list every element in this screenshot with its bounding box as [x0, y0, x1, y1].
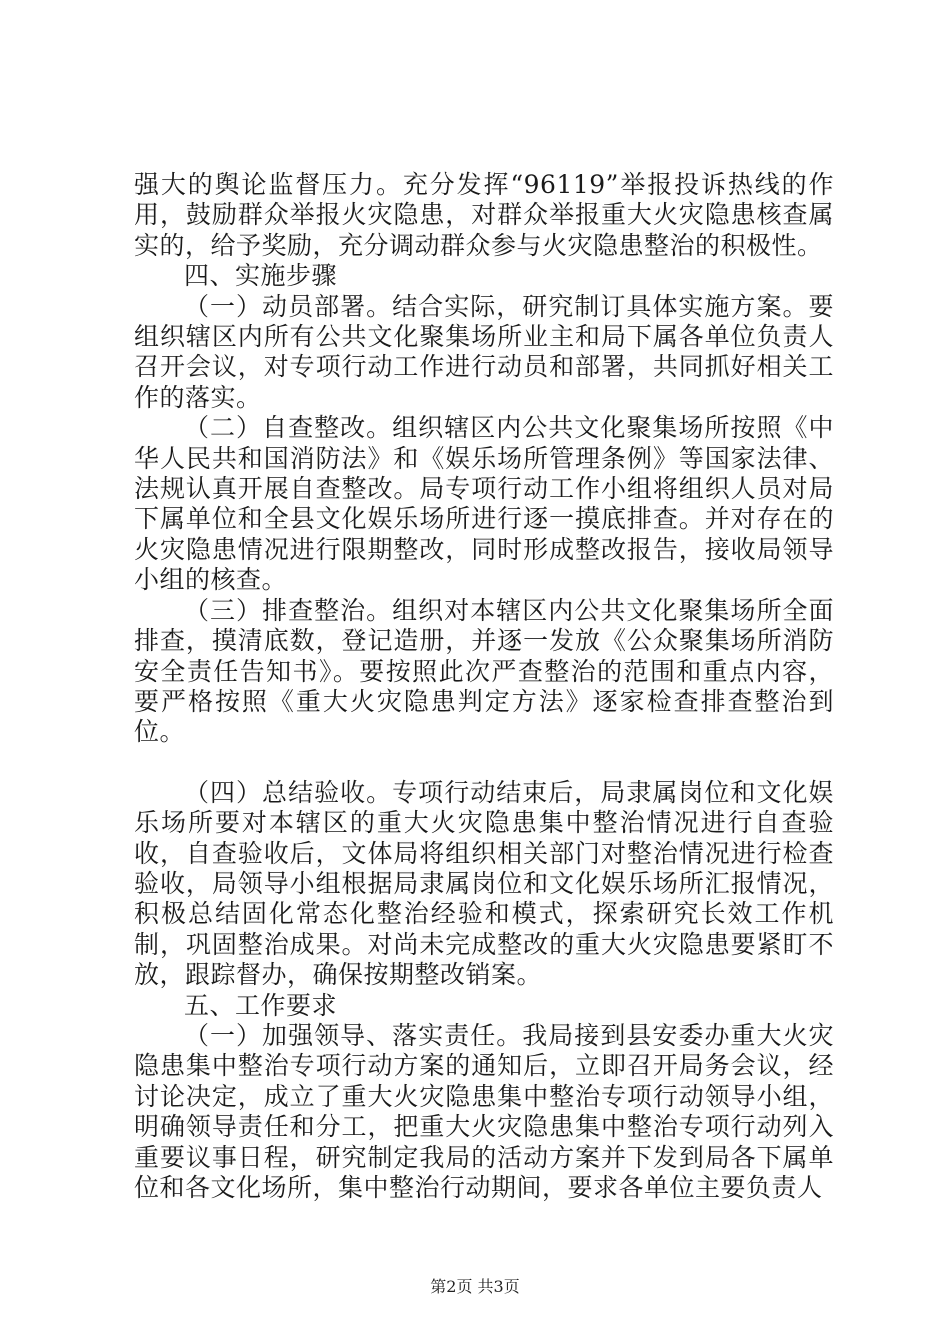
page-footer: 第2页 共3页: [430, 1277, 520, 1296]
paragraph-continuation: 强大的舆论监督压力。充分发挥“96119”举报投诉热线的作用，鼓励群众举报火灾隐患，对群众举报重大火灾隐患核查属实的，给予奖励，充分调动群众参与火灾隐患整治的积极性。: [134, 170, 834, 260]
section-heading-work-requirements: 五、工作要求: [184, 990, 338, 1020]
paragraph-self-inspection: （二）自查整改。组织辖区内公共文化聚集场所按照《中华人民共和国消防法》和《娱乐场所管理条例》等国家法律、法规认真开展自查整改。局专项行动工作小组将组织人员对局下属单位和全县文化娱乐场所进行逐一摸底排查。并对存在的火灾隐患情况进行限期整改，同时形成整改报告，接收局领导小组的核查。: [134, 413, 834, 595]
section-heading-implementation-steps: 四、实施步骤: [184, 261, 338, 291]
document-body: [134, 170, 834, 1203]
paragraph-spacer: [134, 748, 834, 778]
paragraph-mobilization: （一）动员部署。结合实际，研究制订具体实施方案。要组织辖区内所有公共文化聚集场所业主和局下属各单位负责人召开会议，对专项行动工作进行动员和部署，共同抓好相关工作的落实。: [134, 291, 834, 412]
paragraph-leadership: （一）加强领导、落实责任。我局接到县安委办重大火灾隐患集中整治专项行动方案的通知后，立即召开局务会议，经讨论决定，成立了重大火灾隐患集中整治专项行动领导小组，明确领导责任和分工，把重大火灾隐患集中整治专项行动列入重要议事日程，研究制定我局的活动方案并下发到局各下属单位和各文化场所，集中整治行动期间，要求各单位主要负责人: [134, 1020, 834, 1202]
paragraph-acceptance: （四）总结验收。专项行动结束后，局隶属岗位和文化娱乐场所要对本辖区的重大火灾隐患集中整治情况进行自查验收，自查验收后，文体局将组织相关部门对整治情况进行检查验收，局领导小组根据局隶属岗位和文化娱乐场所汇报情况，积极总结固化常态化整治经验和模式，探索研究长效工作机制，巩固整治成果。对尚未完成整改的重大火灾隐患要紧盯不放，跟踪督办，确保按期整改销案。: [134, 777, 834, 990]
paragraph-investigation: （三）排查整治。组织对本辖区内公共文化聚集场所全面排查，摸清底数，登记造册，并逐一发放《公众聚集场所消防安全责任告知书》。要按照此次严查整治的范围和重点内容，要严格按照《重大火灾隐患判定方法》逐家检查排查整治到位。: [134, 595, 834, 747]
